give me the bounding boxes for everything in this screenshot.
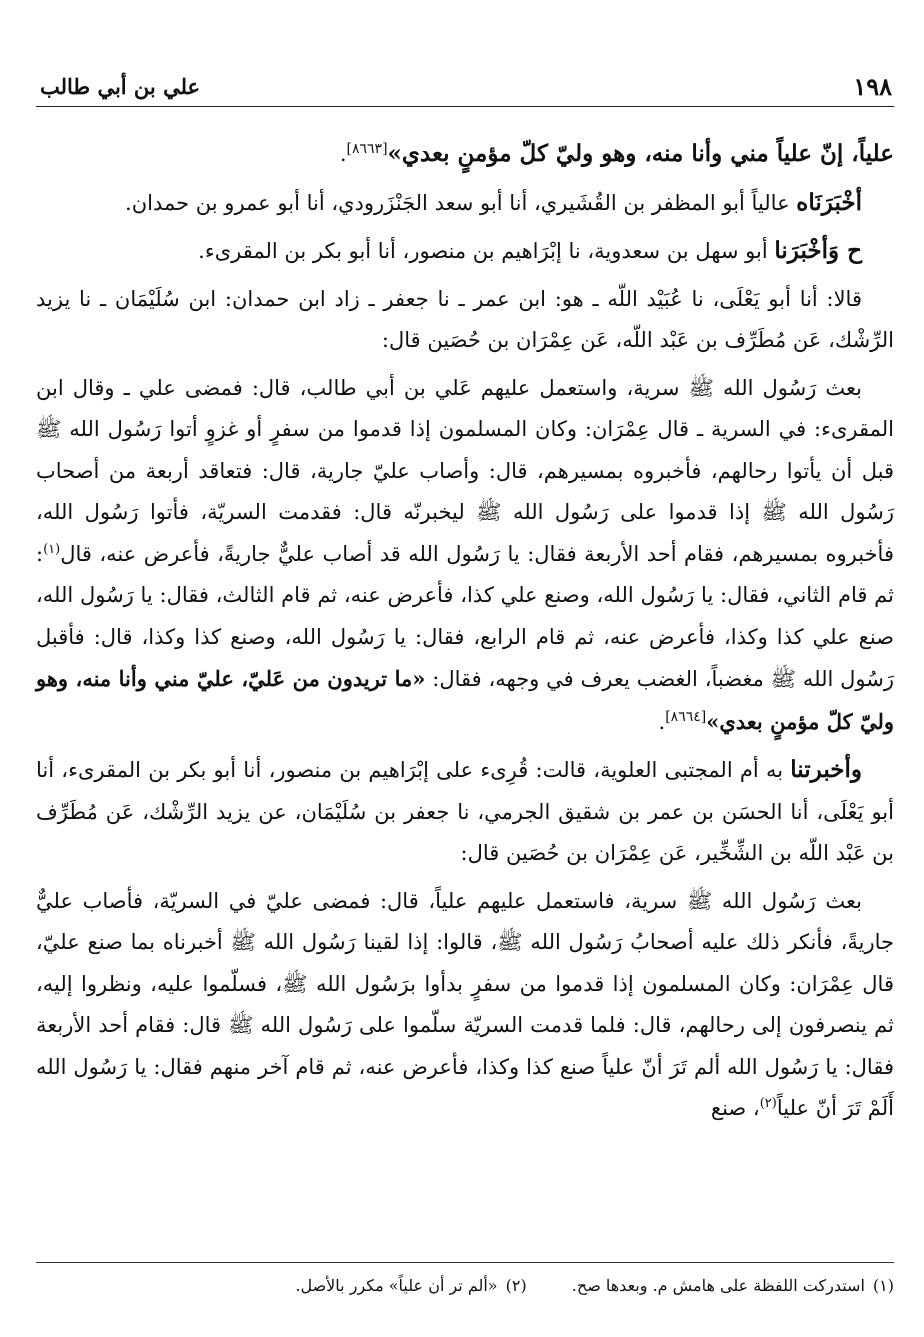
- paragraph-1: [36, 133, 894, 176]
- paragraph-lead: ح وَأخْبَرَنا: [774, 237, 862, 264]
- page-header: [36, 72, 894, 107]
- footnotes: [36, 1262, 894, 1301]
- hadith-quote: «ما تريدون من عَليّ، عليّ مني وأنا منه، وهو وليّ كلّ مؤمنٍ بعدي»: [36, 666, 894, 734]
- footnote-marker-2[interactable]: (٢): [759, 1096, 777, 1111]
- paragraph-tail: .: [658, 709, 666, 734]
- paragraph-text: بعث رَسُول الله ﷺ سرية، واستعمل عليهم عَلي بن أبي طالب، قال: فمضى علي ـ وقال ابن المقرىء: في السرية ـ قال عِمْرَان: وكان المسلمون إذا قدموا من سفرٍ أو غزوٍ أتوا رَسُول الله ﷺ قبل أن يأتوا رحالهم، فأخبروه بمسيرهم، قال: وأصاب عليّ جارية، قال: فتعاقد أربعة من أصحاب رَسُول الله ﷺ إذا قدموا على رَسُول الله ﷺ ليخبرنّه قال: فقدمت السريّة، فأتوا رَسُول الله، فأخبروه بمسيرهم، فقام أحد الأربعة فقال: يا رَسُول الله قد أصاب عليٌّ جاريةً، فأعرض عنه، قال: [36, 375, 894, 566]
- hadith-reference: [٨٦٦٣]: [346, 141, 388, 157]
- paragraph-2: [36, 182, 894, 225]
- footnote-marker-1[interactable]: (١): [43, 541, 61, 557]
- paragraph-text-continued: : ثم قام الثاني، فقال: يا رَسُول الله، وصنع علي كذا، فأعرض عنه، ثم قام الثالث، فقال: يا رَسُول الله، صنع علي كذا وكذا، فأعرض عنه، ثم قام الرابع، فقال: يا رَسُول الله، وصنع كذا وكذا، قال: فأقبل رَسُول الله ﷺ مغضباً، الغضب يعرف في وجهه، فقال:: [36, 541, 894, 691]
- footnote-1: [572, 1271, 894, 1301]
- paragraph-3: [36, 230, 894, 273]
- paragraph-lead: وأخبرتنا: [790, 756, 862, 783]
- footnote-2: [295, 1271, 526, 1301]
- footnote-text: استدركت اللفظة على هامش م. وبعدها صح.: [571, 1276, 865, 1295]
- paragraph-text: عالياً أبو المظفر بن القُشَيري، أنا أبو سعد الجَنْزَرودي، أنا أبو عمرو بن حمدان.: [125, 190, 797, 215]
- running-title: علي بن أبي طالب: [40, 74, 201, 99]
- page-number: ١٩٨: [853, 72, 892, 101]
- hadith-reference: [٨٦٦٤]: [665, 708, 707, 725]
- main-text: [36, 133, 894, 1130]
- paragraph-5: [36, 368, 894, 744]
- paragraph-lead: أخْبَرَنَاه: [796, 188, 862, 216]
- paragraph-text: بعث رَسُول الله ﷺ سرية، فاستعمل عليهم علياً، قال: فمضى عليّ في السريّة، فأصاب عليٌّ جاريةً، فأنكر ذلك عليه أصحابُ رَسُول الله ﷺ، قالوا: إذا لقينا رَسُول الله ﷺ أخبرناه بما صنع عليّ، قال عِمْرَان: وكان المسلمون إذا قدموا من سفرٍ بدأوا برَسُول الله ﷺ، فسلّموا عليه، ونظروا إليه، ثم ينصرفون إلى رحالهم، قال: فلما قدمت السريّة سلّموا على رَسُول الله ﷺ قال: فقام أحد الأربعة فقال: يا رَسُول الله ألم تَرَ أنّ علياً صنع كذا وكذا، فأعرض عنه، ثم قام آخر منهم فقال: يا رَسُول الله أَلَمْ تَرَ أنّ علياً: [36, 888, 894, 1120]
- paragraph-6: [36, 749, 894, 875]
- paragraph-tail: .: [339, 142, 347, 166]
- footnote-number: (١): [872, 1276, 894, 1295]
- footnote-number: (٢): [505, 1276, 527, 1295]
- footnote-text: «ألم تر أن علياً» مكرر بالأصل.: [295, 1276, 498, 1295]
- paragraph-text: قالا: أنا أبو يَعْلَى، نا عُبَيْد اللّه ـ هو: ابن عمر ـ نا جعفر ـ زاد ابن حمدان: ابن سُلَيْمَان ـ نا يزيد الرِّشْك، عَن مُطَرِّف بن عَبْد اللّه، عَن عِمْرَان بن حُصَين قال:: [36, 286, 894, 352]
- paragraph-7: [36, 881, 894, 1130]
- paragraph-4: [36, 279, 894, 362]
- hadith-quote: علياً، إنّ علياً مني وأنا منه، وهو وليّ كلّ مؤمنٍ بعدي»: [387, 140, 894, 167]
- paragraph-text: أبو سهل بن سعدوية، نا إبْرَاهيم بن منصور، أنا أبو بكر بن المقرىء.: [198, 239, 775, 263]
- paragraph-text-continued: ، صنع: [710, 1096, 760, 1120]
- paragraph-text: به أم المجتبى العلوية، قالت: قُرِىء على إبْرَاهيم بن منصور، أنا أبو بكر بن المقرىء، أنا أبو يَعْلَى، أنا الحسَن بن عمر بن شقيق الجرمي، نا جعفر بن سُلَيْمَان، عن يزيد الرِّشْك، عَن مُطَرِّف بن عَبْد اللّه بن الشِّخِّير، عَن عِمْرَان بن حُصَين قال:: [36, 758, 894, 865]
